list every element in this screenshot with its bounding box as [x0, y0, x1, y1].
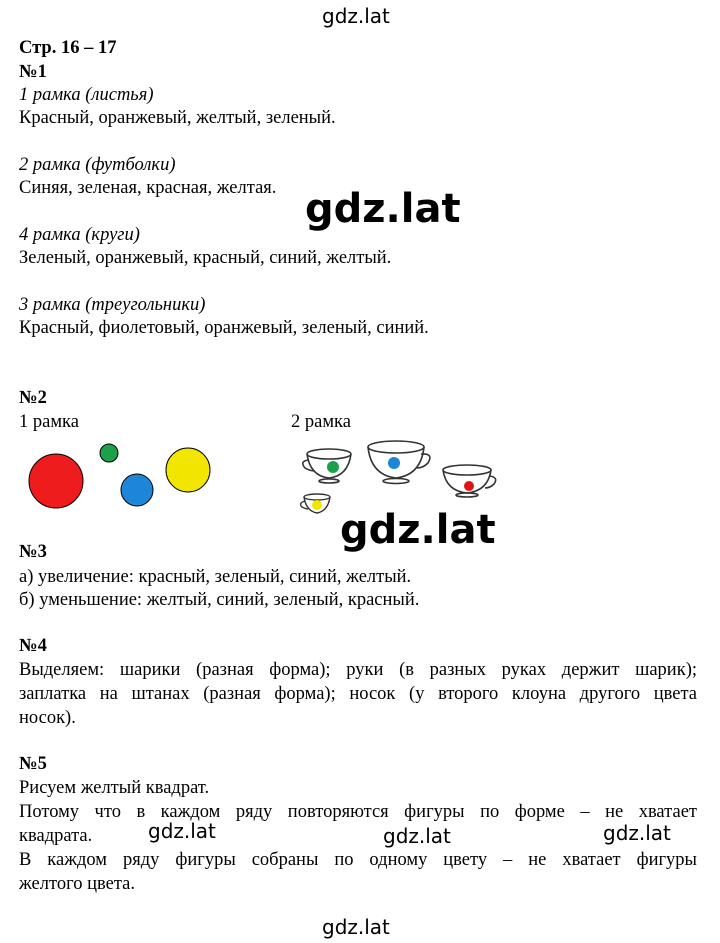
task1-group2-label: 2 рамка (футболки) — [19, 155, 176, 175]
small-watermark-2: gdz.lat — [383, 824, 451, 848]
page-ref: Стр. 16 – 17 — [19, 38, 117, 58]
task5-number: №5 — [19, 754, 47, 774]
cup-blue-dot — [388, 457, 400, 469]
task4-number: №4 — [19, 636, 47, 656]
task4-line2: заплатка на штанах (разная форма); носок (у второго клоуна другого цвета — [19, 684, 697, 704]
blue-circle — [121, 474, 153, 506]
task2-frame1-label: 1 рамка — [19, 412, 79, 432]
task5-line3: квадрата. — [19, 826, 93, 846]
task1-group2-answer: Синяя, зеленая, красная, желтая. — [19, 178, 277, 198]
green-circle — [100, 444, 118, 462]
cup-green — [303, 449, 351, 483]
task5-line4: В каждом ряду фигуры собраны по одному цвету – не хватает фигуры — [19, 850, 697, 870]
task4-line1: Выделяем: шарики (разная форма); руки (в разных руках держит шарик); — [19, 660, 697, 680]
small-watermark-1: gdz.lat — [148, 819, 216, 843]
task1-number: №1 — [19, 62, 47, 82]
task1-group3-label: 4 рамка (круги) — [19, 225, 140, 245]
task3-line-b: б) уменьшение: желтый, синий, зеленый, красный. — [19, 590, 420, 610]
big-watermark-1: gdz.lat — [305, 186, 461, 232]
task4-line3: носок). — [19, 708, 76, 728]
big-watermark-2: gdz.lat — [340, 507, 496, 553]
footer-watermark: gdz.lat — [322, 915, 390, 939]
task1-group4-answer: Красный, фиолетовый, оранжевый, зеленый, синий. — [19, 318, 429, 338]
cup-red-dot — [464, 481, 474, 491]
task3-line-a: а) увеличение: красный, зеленый, синий, желтый. — [19, 567, 412, 587]
task1-group1-label: 1 рамка (листья) — [19, 85, 154, 105]
task2-number: №2 — [19, 388, 47, 408]
cup-green-dot — [327, 461, 339, 473]
cup-yellow-dot — [312, 500, 322, 510]
cup-red — [443, 465, 496, 497]
red-circle — [29, 454, 83, 508]
yellow-circle — [166, 448, 210, 492]
task5-line1: Рисуем желтый квадрат. — [19, 778, 210, 798]
task1-group4-label: 3 рамка (треугольники) — [19, 295, 206, 315]
header-watermark: gdz.lat — [322, 4, 390, 28]
task3-number: №3 — [19, 542, 47, 562]
task5-line2: Потому что в каждом ряду повторяются фигуры по форме – не хватает — [19, 802, 697, 822]
task2-frame2-label: 2 рамка — [291, 412, 351, 432]
task1-group3-answer: Зеленый, оранжевый, красный, синий, желтый. — [19, 248, 392, 268]
task1-group1-answer: Красный, оранжевый, желтый, зеленый. — [19, 108, 336, 128]
task5-line5: желтого цвета. — [19, 874, 135, 894]
small-watermark-3: gdz.lat — [603, 821, 671, 845]
